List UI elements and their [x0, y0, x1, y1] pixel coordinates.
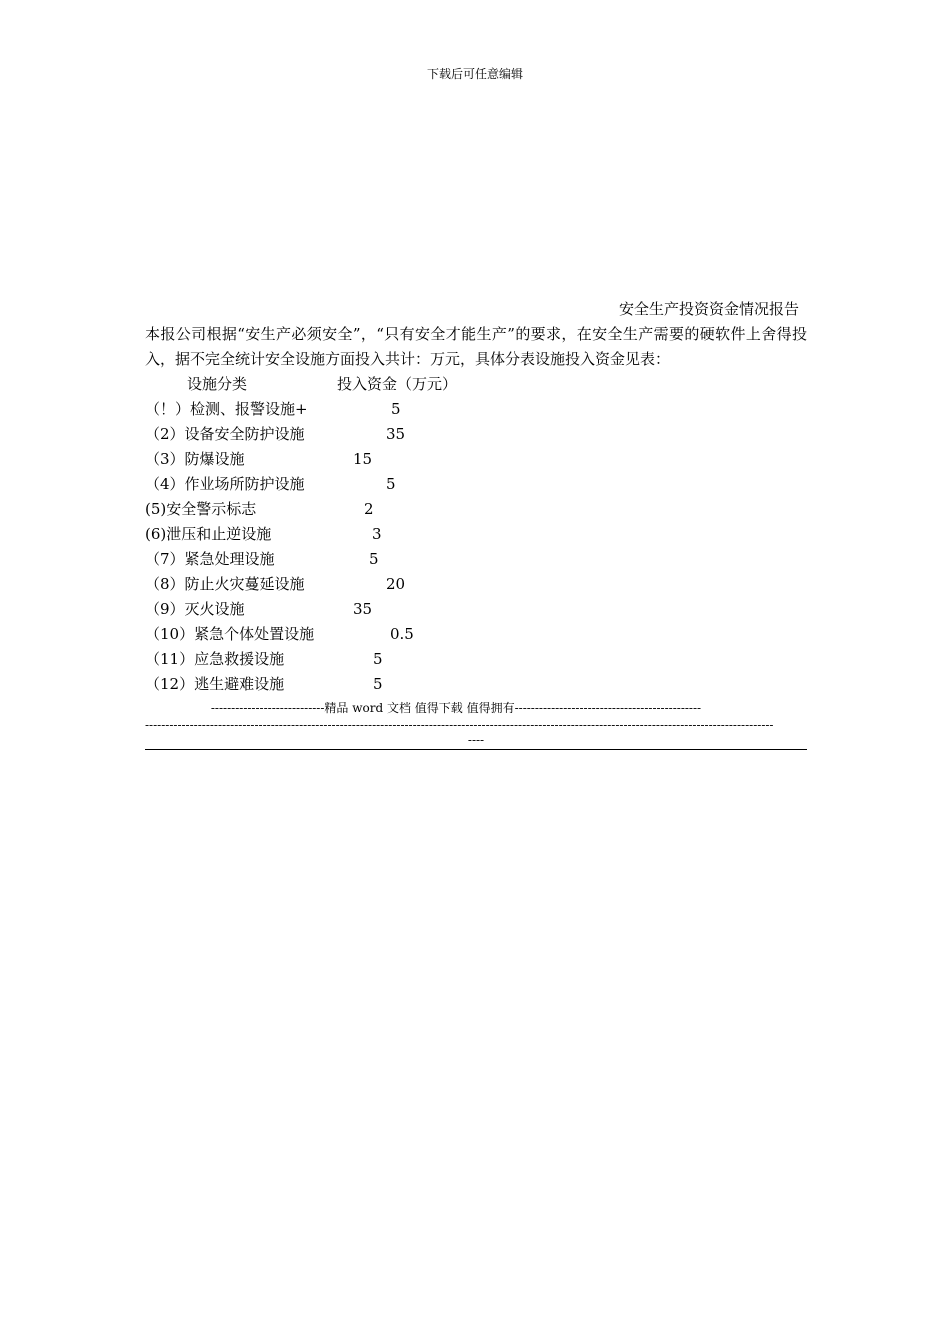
row-amount: 2: [364, 500, 374, 518]
header-note: 下载后可任意编辑: [426, 67, 523, 81]
row-category: (5)安全警示标志: [145, 500, 257, 518]
table-row: [145, 522, 807, 547]
row-category: （9）灭火设施: [145, 600, 245, 618]
row-category: （8）防止火灾蔓延设施: [145, 575, 305, 593]
row-category: （！）检测、报警设施+: [145, 400, 308, 418]
row-category: （10）紧急个体处置设施: [145, 625, 315, 643]
table-row: [145, 472, 807, 497]
table-row: [145, 547, 807, 572]
footer-dash-line: -----------------------------------------------------------------------------------------------------------------------------------------------------------: [145, 718, 774, 732]
row-amount: 5: [373, 650, 383, 668]
document-title: 安全生产投资资金情况报告: [618, 300, 799, 318]
row-amount: 15: [353, 450, 373, 468]
table-row: [145, 397, 807, 422]
row-category: （4）作业场所防护设施: [145, 475, 305, 493]
row-amount: 5: [369, 550, 379, 568]
row-amount: 5: [391, 400, 401, 418]
table-row: [145, 647, 807, 672]
row-category: （7）紧急处理设施: [145, 550, 275, 568]
row-amount: 5: [373, 675, 383, 693]
row-amount: 5: [386, 475, 396, 493]
table-row: [145, 572, 807, 597]
row-category: （2）设备安全防护设施: [145, 425, 305, 443]
table-header-row: [145, 372, 807, 397]
intro-paragraph: 本报公司根据“安生产必须安全”，“只有安全才能生产”的要求，在安全生产需要的硬软件上舍得投入，据不完全统计安全设施方面投入共计：万元，具体分表设施投入资金见表：: [145, 325, 807, 368]
table-row: [145, 422, 807, 447]
row-category: （11）应急救援设施: [145, 650, 285, 668]
row-category: （12）逃生避难设施: [145, 675, 285, 693]
footer-rule: [145, 749, 807, 750]
row-category: （3）防爆设施: [145, 450, 245, 468]
row-amount: 3: [372, 525, 382, 543]
row-amount: 0.5: [390, 625, 414, 643]
column-header-category: 设施分类: [187, 375, 248, 393]
row-amount: 35: [386, 425, 406, 443]
row-amount: 35: [353, 600, 373, 618]
table-row: [145, 672, 807, 697]
row-category: (6)泄压和止逆设施: [145, 525, 272, 543]
footer-dash-tail: ----: [467, 733, 485, 747]
table-row: [145, 497, 807, 522]
table-row: [145, 597, 807, 622]
table-row: [145, 622, 807, 647]
table-row: [145, 447, 807, 472]
row-amount: 20: [386, 575, 406, 593]
column-header-amount: 投入资金（万元）: [337, 375, 458, 393]
document-body: [145, 297, 807, 750]
footer-watermark-line: ----------------------------精品 word 文档 值得下载 值得拥有----------------------------------------------: [210, 701, 702, 715]
